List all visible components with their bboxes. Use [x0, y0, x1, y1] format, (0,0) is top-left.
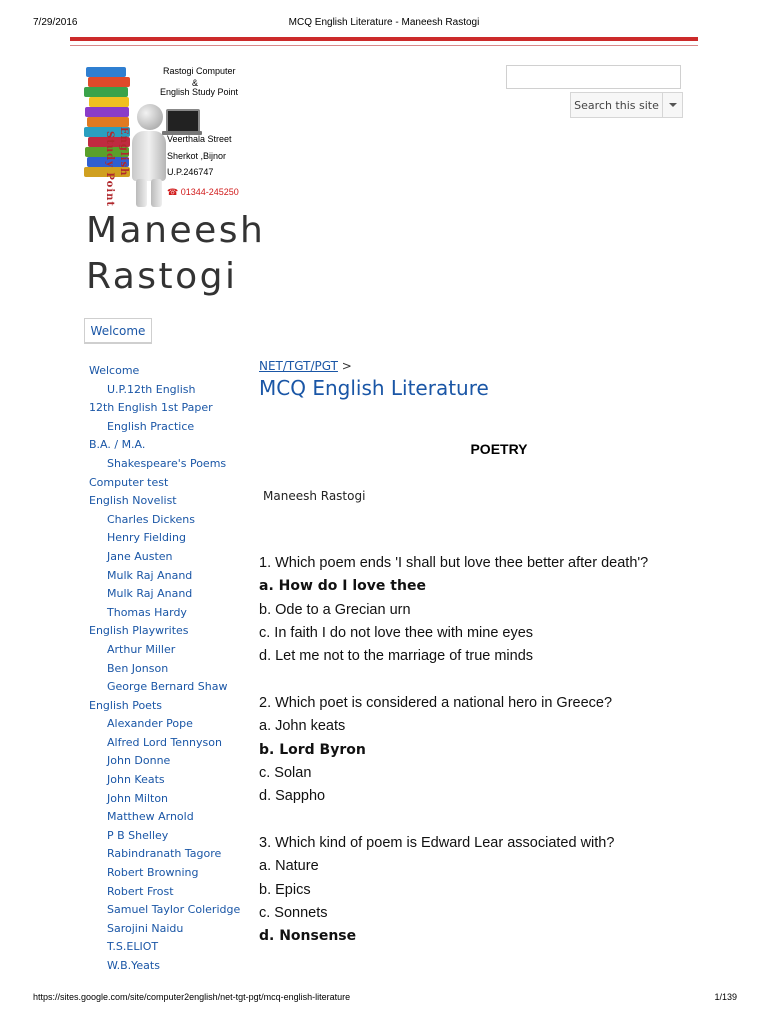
answer-option: d. Sappho [259, 788, 326, 805]
question-text: 2. Which poet is considered a national hero in Greece? [259, 695, 613, 711]
laptop-icon [166, 109, 200, 133]
answer-option: a. John keats [259, 718, 346, 735]
search-dropdown-button[interactable] [662, 92, 683, 118]
sidebar-item[interactable]: Shakespeare's Poems [107, 456, 227, 470]
sidebar-item[interactable]: John Donne [107, 754, 171, 768]
sidebar-item[interactable]: U.P.12th English [107, 382, 196, 396]
logo-phone: ☎ 01344-245250 [167, 187, 239, 197]
sidebar-item[interactable]: Alfred Lord Tennyson [107, 735, 222, 749]
logo-address3: U.P.246747 [167, 167, 214, 177]
sidebar-item[interactable]: English Novelist [89, 494, 177, 508]
sidebar-item[interactable]: John Milton [107, 791, 169, 805]
print-page-title: MCQ English Literature - Maneesh Rastogi [288, 17, 480, 28]
question-text: 1. Which poem ends 'I shall but love thee better after death'? [259, 555, 649, 571]
sidebar-item[interactable]: Samuel Taylor Coleridge [107, 903, 241, 917]
logo-address1: Veerthala Street [167, 134, 232, 144]
sidebar-item[interactable]: Arthur Miller [107, 642, 176, 656]
author-name: Maneesh Rastogi [263, 489, 366, 503]
sidebar-item[interactable]: Mulk Raj Anand [107, 568, 193, 582]
breadcrumb-link[interactable]: NET/TGT/PGT [259, 359, 338, 373]
question-block [259, 552, 648, 668]
answer-option: c. Sonnets [259, 904, 328, 921]
logo-vertical-text-2: Study Point [104, 131, 115, 208]
logo-address2: Sherkot ,Bijnor [167, 151, 227, 161]
logo-line3: English Study Point [160, 87, 239, 97]
print-url: https://sites.google.com/site/computer2english/net-tgt-pgt/mcq-english-literature [33, 992, 351, 1002]
correct-answer-option: d. Nonsense [259, 928, 357, 945]
sidebar-item[interactable]: W.B.Yeats [107, 959, 160, 972]
correct-answer-option: a. How do I love thee [259, 578, 426, 595]
logo-line2: & [192, 78, 199, 88]
sidebar-item[interactable]: Computer test [89, 475, 169, 489]
sidebar-item[interactable]: Henry Fielding [107, 531, 186, 545]
page-title: MCQ English Literature [259, 376, 489, 400]
sidebar-item[interactable]: English Poets [89, 698, 162, 712]
breadcrumb-separator: > [341, 359, 352, 373]
logo-vertical-text-1: English [118, 127, 129, 177]
logo-line1: Rastogi Computer [163, 66, 236, 76]
question-block [259, 832, 614, 948]
sidebar-item[interactable]: P B Shelley [107, 828, 169, 842]
site-title[interactable] [86, 208, 265, 300]
sidebar-item[interactable]: Thomas Hardy [107, 605, 187, 619]
answer-option: d. Let me not to the marriage of true minds [259, 648, 534, 665]
sidebar-item[interactable]: Alexander Pope [107, 717, 193, 731]
sidebar-item[interactable]: B.A. / M.A. [89, 438, 146, 452]
breadcrumb [259, 359, 352, 373]
sidebar-item[interactable]: Mulk Raj Anand [107, 587, 193, 601]
answer-option: b. Epics [259, 881, 311, 898]
sidebar-item[interactable]: English Practice [107, 419, 195, 433]
sidebar-nav [89, 362, 249, 976]
caret-down-icon [669, 103, 677, 107]
sidebar-item[interactable]: Robert Frost [107, 884, 174, 898]
sidebar-item[interactable]: Rabindranath Tagore [107, 847, 222, 861]
sidebar-item[interactable]: Charles Dickens [107, 512, 195, 526]
answer-option: b. Ode to a Grecian urn [259, 601, 411, 618]
answer-option: c. Solan [259, 764, 312, 781]
sidebar-item[interactable]: Sarojini Naidu [107, 921, 184, 935]
sidebar-item[interactable]: John Keats [107, 773, 165, 787]
header-accent-line [70, 45, 698, 46]
question-text: 3. Which kind of poem is Edward Lear associated with? [259, 835, 615, 851]
site-logo[interactable] [84, 61, 256, 209]
search-input[interactable] [506, 65, 681, 89]
sidebar-item[interactable]: Ben Jonson [107, 661, 169, 675]
print-page-number: 1/139 [714, 992, 737, 1002]
correct-answer-option: b. Lord Byron [259, 741, 366, 758]
answer-option: c. In faith I do not love thee with mine eyes [259, 624, 534, 641]
sidebar-item[interactable]: Robert Browning [107, 866, 199, 880]
phone-icon: ☎ [167, 187, 179, 197]
sidebar-item[interactable]: Matthew Arnold [107, 810, 194, 824]
sidebar-item[interactable]: English Playwrites [89, 624, 189, 638]
answer-option: a. Nature [259, 858, 319, 875]
tab-welcome[interactable]: Welcome [84, 318, 152, 344]
site-title-line2: Rastogi [86, 256, 238, 297]
site-title-line1: Maneesh [86, 210, 266, 251]
question-block [259, 692, 612, 808]
person-figure-icon [137, 104, 163, 130]
print-date: 7/29/2016 [33, 17, 78, 28]
sidebar-item[interactable]: T.S.ELIOT [107, 940, 159, 954]
header-accent-bar [70, 37, 698, 41]
section-heading: POETRY [470, 441, 528, 457]
sidebar-item[interactable]: George Bernard Shaw [107, 680, 228, 694]
sidebar-item[interactable]: Welcome [89, 364, 140, 377]
sidebar-item[interactable]: Jane Austen [107, 549, 173, 563]
search-button[interactable]: Search this site [570, 92, 662, 118]
sidebar-item[interactable]: 12th English 1st Paper [89, 401, 213, 415]
